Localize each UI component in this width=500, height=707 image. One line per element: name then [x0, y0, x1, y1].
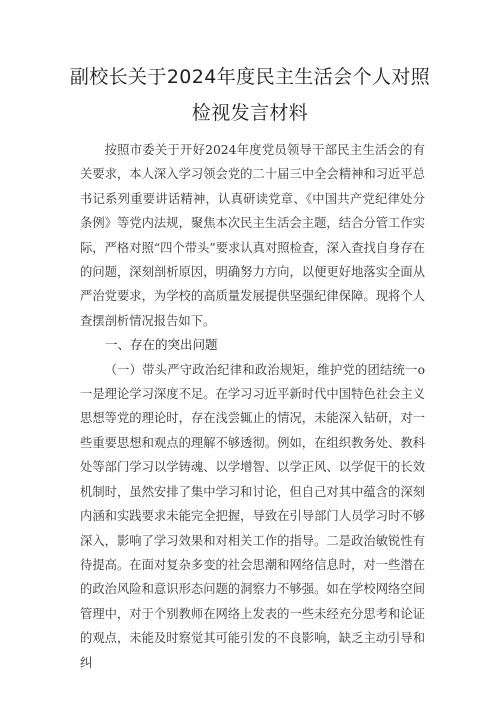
document-title-line-1: 副校长关于2024年度民主生活会个人对照 [69, 66, 431, 88]
section-paragraph: （一）带头严守政治纪律和政治规矩，维护党的团结统一o一是理论学习深度不足。在学习习近平新时代中国特色社会主义思想等党的理论时，存在浅尝辄止的情况，未能深入钻研，对一些重要思想和观点的理解不够透彻。例如，在组织教务处、教科处等部门学习以学铸魂、以学增智、以学正风、以学促干的长效机制时，虽然安排了集中学习和讨论，但自己对其中蕴含的深刻内涵和实践要求未能完全把握，导致在引导部门人员学习时不够深入，影响了学习效果和对相关工作的指导。二是政治敏锐性有待提高。在面对复杂多变的社会思潮和网络信息时，对一些潜在的政治风险和意识形态问题的洞察力不够强。如在学校网络空间管理中，对于个别教师在网络上发表的一些未经充分思考和论证的观点，未能及时察觉其可能引发的不良影响，缺乏主动引导和纠 [80, 362, 425, 670]
document-title-line-2: 检视发言材料 [191, 102, 309, 124]
intro-paragraph: 按照市委关于开好2024年度党员领导干部民主生活会的有关要求，本人深入学习领会党的二十届三中全会精神和习近平总书记系列重要讲话精神，认真研读党章、《中国共产党纪律处分条例》等党内法规，聚焦本次民主生活会主题，结合分管工作实际，严格对照“四个带头”要求认真对照检查，深入查找自身存在的问题，深刻剖析原因，明确努力方向，以便更好地落实全面从严治党要求，为学校的高质量发展提供坚强纪律保障。现将个人查摆剖析情况报告如下。 [80, 143, 425, 328]
document-body [80, 138, 425, 675]
section-heading: 一、存在的突出问题 [105, 337, 218, 353]
